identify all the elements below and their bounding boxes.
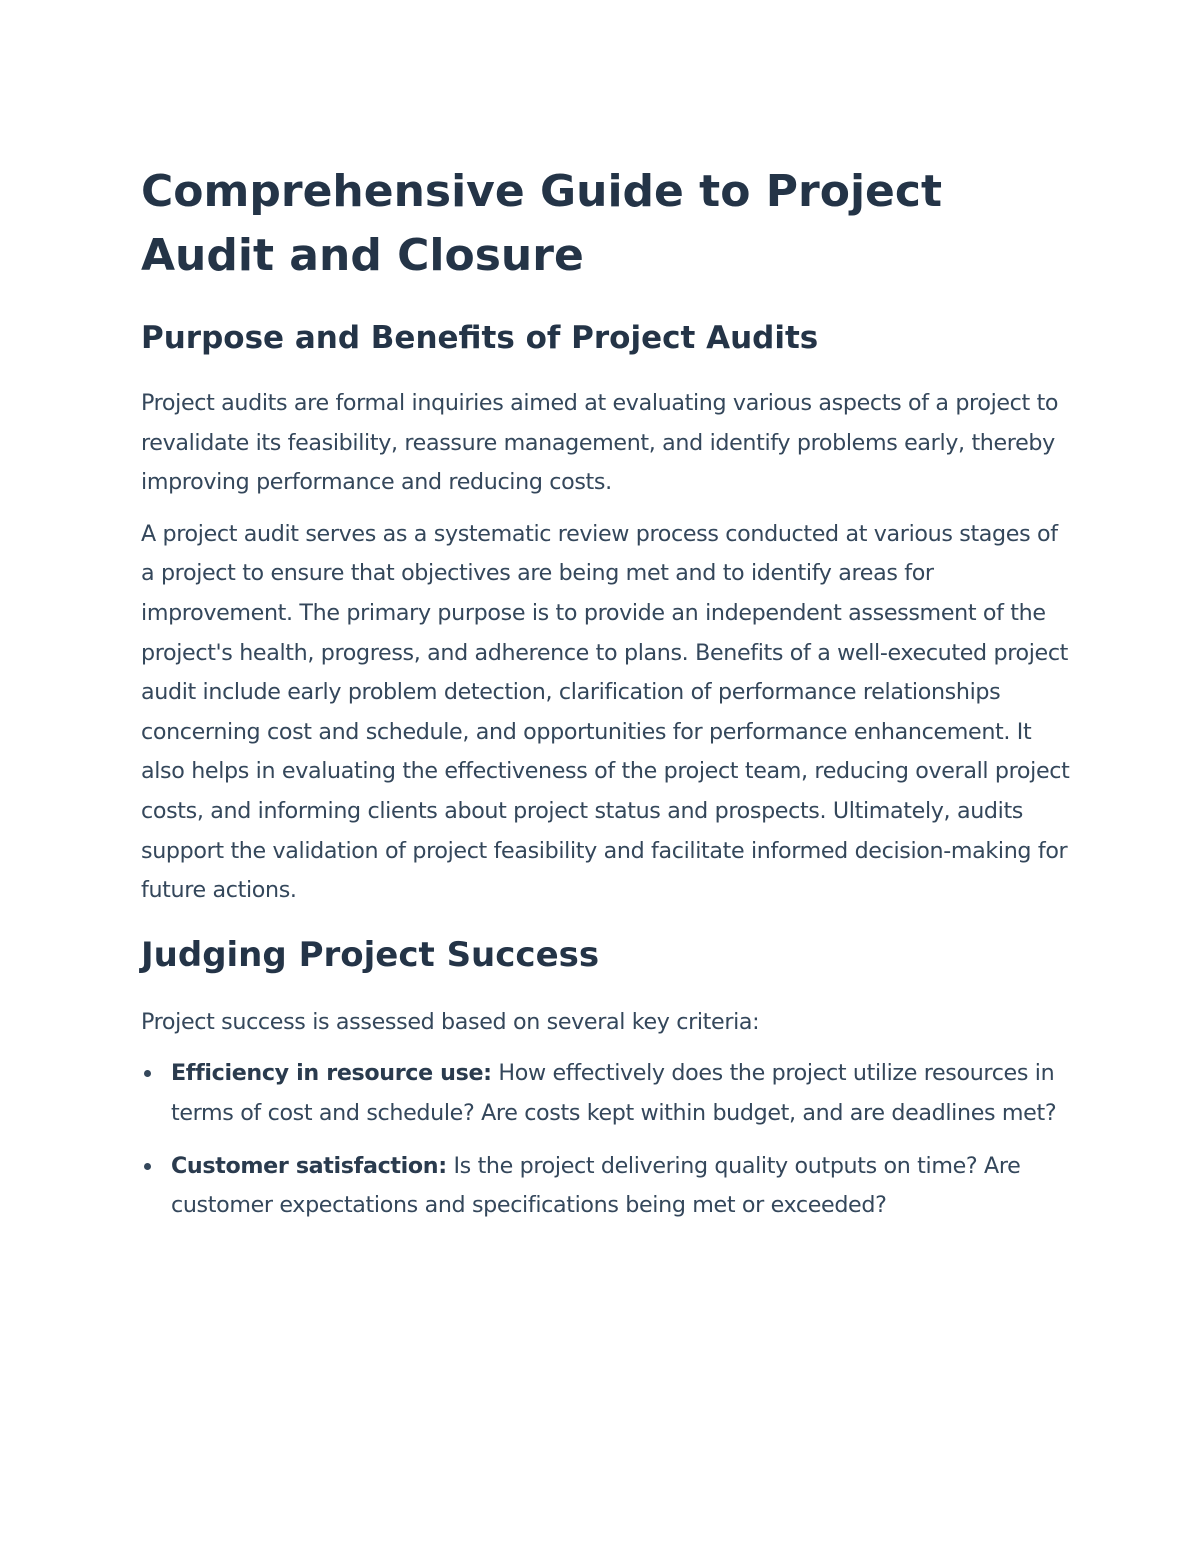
list-item [141,1147,1071,1226]
document-page [141,160,1071,1239]
paragraph-audit-definition: Project audits are formal inquiries aimed at evaluating various aspects of a project to revalidate its feasibility, reassure management, and identify problems early, thereby improving performance and reducing costs. [141,390,1059,496]
paragraph-criteria-intro: Project success is assessed based on several key criteria: [141,1008,760,1035]
bullet-icon [144,1163,151,1170]
paragraph-audit-purpose-benefits: A project audit serves as a systematic review process conducted at various stages of a project to ensure that objectives are being met and to identify areas for improvement. The primary purpose is to provide an independent assessment of the project's health, progress, and adherence to plans. Benefits of a well-executed project audit include early problem detection, clarification of performance relationships concerning cost and schedule, and opportunities for performance enhancement. It also helps in evaluating the effectiveness of the project team, reducing overall project costs, and informing clients about project status and prospects. Ultimately, audits support the validation of project feasibility and facilitate informed decision-making for future actions. [141,520,1070,904]
criteria-list [141,1054,1071,1225]
bullet-icon [144,1070,151,1077]
section-heading-judging-success: Judging Project Success [141,934,600,975]
criterion-term: Customer satisfaction: [171,1152,447,1179]
criterion-term: Efficiency in resource use: [171,1060,492,1087]
section-heading-purpose: Purpose and Benefits of Project Audits [141,320,819,356]
criterion-description: How effectively does the project utilize resources in terms of cost and schedule? Are costs kept within budget, and are deadlines met? [171,1060,1057,1126]
criterion-description: Is the project delivering quality outputs on time? Are customer expectations and specifications being met or exceeded? [171,1152,1021,1219]
list-item [141,1054,1071,1133]
document-title: Comprehensive Guide to Project Audit and Closure [141,166,942,281]
